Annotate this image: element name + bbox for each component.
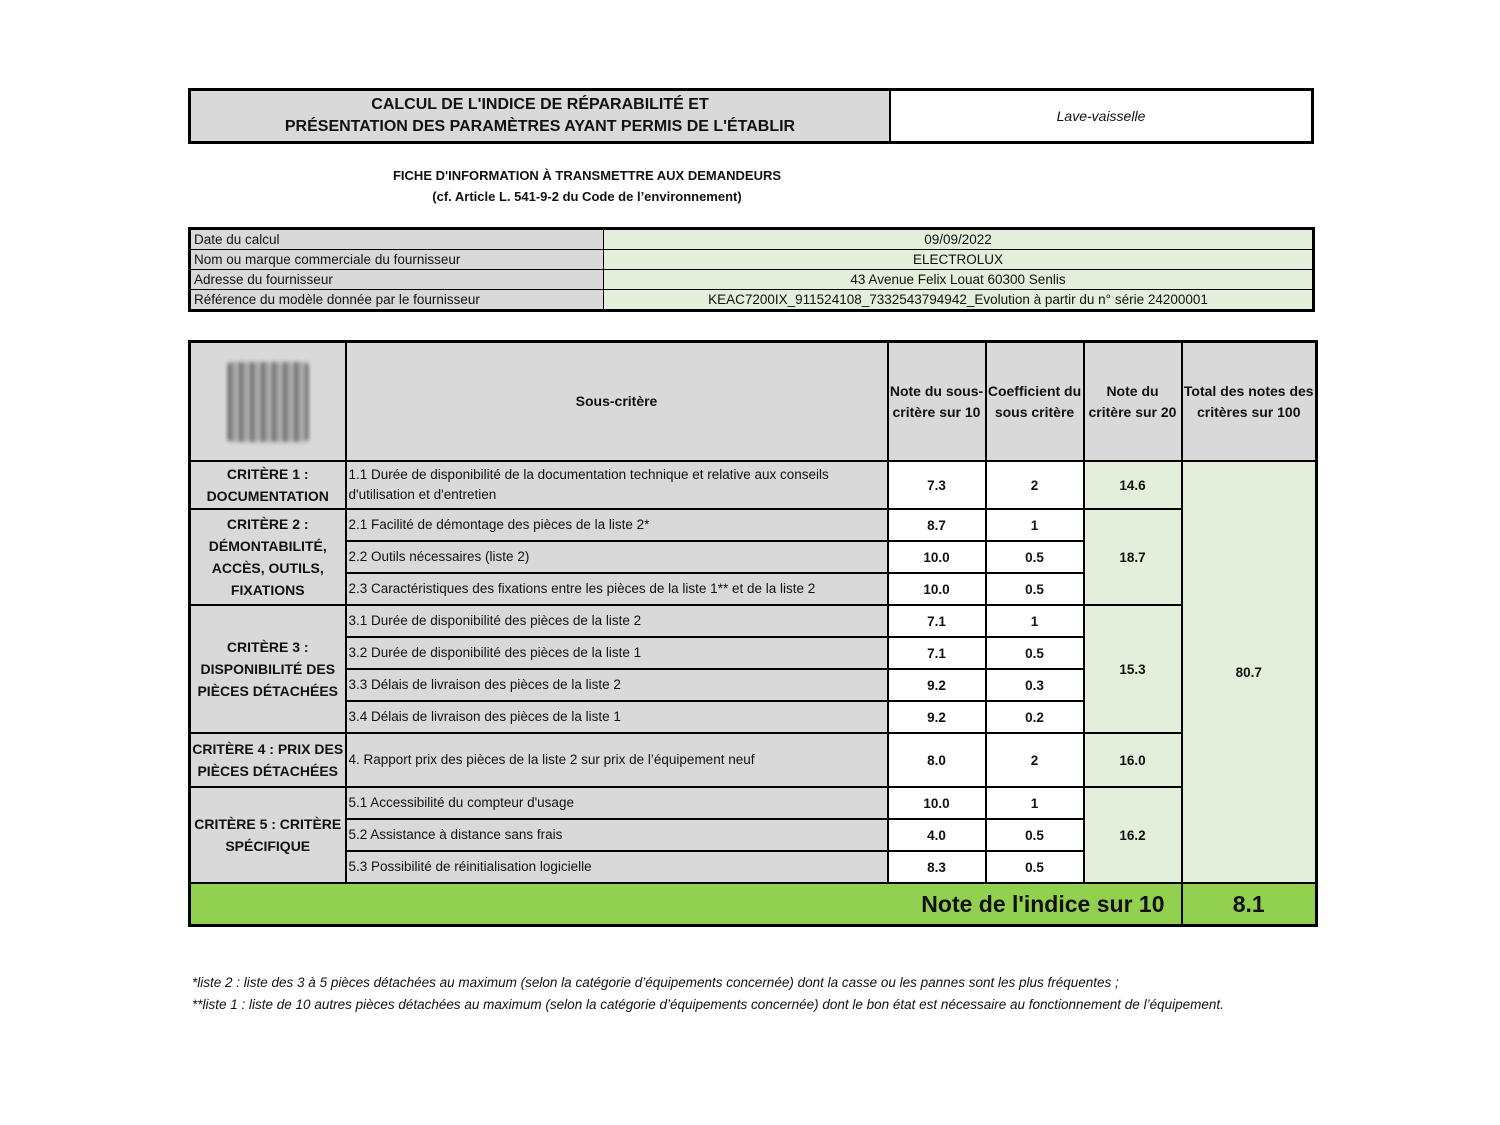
sub-criterion: 3.3 Délais de livraison des pièces de la liste 2	[346, 669, 888, 701]
header-critere	[190, 342, 346, 462]
sub-criterion: 2.1 Facilité de démontage des pièces de la liste 2*	[346, 509, 888, 541]
sub-criterion: 3.1 Durée de disponibilité des pièces de la liste 2	[346, 605, 888, 637]
sub-note: 9.2	[888, 701, 986, 733]
info-value: KEAC7200IX_911524108_7332543794942_Evolution à partir du n° série 24200001	[604, 290, 1314, 311]
sub-coef: 0.3	[986, 669, 1084, 701]
title-line-2: PRÉSENTATION DES PARAMÈTRES AYANT PERMIS DE L'ÉTABLIR	[284, 118, 796, 135]
criterion-score: 18.7	[1084, 509, 1182, 605]
info-label: Date du calcul	[190, 229, 604, 250]
sub-note: 10.0	[888, 541, 986, 573]
criterion-score: 15.3	[1084, 605, 1182, 733]
subtitle-line-1: FICHE D'INFORMATION À TRANSMETTRE AUX DEMANDEURS	[392, 168, 782, 183]
supplier-info-table	[188, 227, 1315, 312]
criterion-score: 14.6	[1084, 461, 1182, 509]
blurred-logo	[228, 362, 308, 442]
final-score-value: 8.1	[1182, 883, 1317, 926]
sub-note: 10.0	[888, 787, 986, 819]
info-label: Adresse du fournisseur	[190, 270, 604, 290]
title-line-1: CALCUL DE L'INDICE DE RÉPARABILITÉ ET	[371, 96, 709, 113]
header-total: Total des notes des critères sur 100	[1182, 342, 1317, 462]
sub-coef: 0.5	[986, 541, 1084, 573]
info-row	[190, 270, 1314, 290]
header-coefficient: Coefficient du sous critère	[986, 342, 1084, 462]
footnotes	[192, 972, 1292, 1016]
sub-note: 7.1	[888, 605, 986, 637]
sub-criterion: 2.3 Caractéristiques des fixations entre les pièces de la liste 1** et de la liste 2	[346, 573, 888, 605]
sub-coef: 0.5	[986, 573, 1084, 605]
criterion-name: CRITÈRE 3 : DISPONIBILITÉ DES PIÈCES DÉTACHÉES	[190, 605, 346, 733]
table-row	[190, 461, 1317, 509]
sub-note: 8.3	[888, 851, 986, 883]
sub-criterion: 2.2 Outils nécessaires (liste 2)	[346, 541, 888, 573]
sub-coef: 2	[986, 461, 1084, 509]
title-block	[188, 88, 1314, 144]
sub-criterion: 4. Rapport prix des pièces de la liste 2 sur prix de l’équipement neuf	[346, 733, 888, 787]
sub-coef: 0.5	[986, 851, 1084, 883]
repairability-table	[188, 340, 1318, 927]
footnote-liste-2: *liste 2 : liste des 3 à 5 pièces détachées au maximum (selon la catégorie d’équipements concernée) dont la casse ou les pannes sont les plus fréquentes ;	[192, 975, 1119, 990]
info-value: ELECTROLUX	[604, 250, 1314, 270]
sub-criterion: 3.4 Délais de livraison des pièces de la liste 1	[346, 701, 888, 733]
sub-note: 9.2	[888, 669, 986, 701]
criterion-name: CRITÈRE 2 : DÉMONTABILITÉ, ACCÈS, OUTILS, FIXATIONS	[190, 509, 346, 605]
final-score-row	[190, 883, 1317, 926]
table-row	[190, 509, 1317, 541]
criterion-score: 16.0	[1084, 733, 1182, 787]
sub-coef: 1	[986, 787, 1084, 819]
table-row	[190, 787, 1317, 819]
sub-criterion: 3.2 Durée de disponibilité des pièces de la liste 1	[346, 637, 888, 669]
sub-note: 7.1	[888, 637, 986, 669]
table-row	[190, 733, 1317, 787]
sub-note: 8.7	[888, 509, 986, 541]
sub-coef: 2	[986, 733, 1084, 787]
sub-criterion: 5.3 Possibilité de réinitialisation logicielle	[346, 851, 888, 883]
sub-coef: 0.5	[986, 637, 1084, 669]
info-row	[190, 250, 1314, 270]
sub-note: 7.3	[888, 461, 986, 509]
subtitle	[300, 165, 874, 207]
criterion-name: CRITÈRE 4 : PRIX DES PIÈCES DÉTACHÉES	[190, 733, 346, 787]
header-note-sous-critere: Note du sous-critère sur 10	[888, 342, 986, 462]
criterion-score: 16.2	[1084, 787, 1182, 883]
sub-coef: 1	[986, 509, 1084, 541]
header-row	[190, 342, 1317, 462]
sub-note: 10.0	[888, 573, 986, 605]
info-label: Nom ou marque commerciale du fournisseur	[190, 250, 604, 270]
sub-criterion: 5.1 Accessibilité du compteur d'usage	[346, 787, 888, 819]
info-row	[190, 229, 1314, 250]
sub-note: 8.0	[888, 733, 986, 787]
total-score: 80.7	[1182, 461, 1317, 883]
header-sous-critere: Sous-critère	[346, 342, 888, 462]
header-note-critere: Note du critère sur 20	[1084, 342, 1182, 462]
sub-coef: 0.2	[986, 701, 1084, 733]
info-value: 43 Avenue Felix Louat 60300 Senlis	[604, 270, 1314, 290]
info-label: Référence du modèle donnée par le fournisseur	[190, 290, 604, 311]
sub-criterion: 1.1 Durée de disponibilité de la documentation technique et relative aux conseils d'utilisation et d'entretien	[346, 461, 888, 509]
criterion-name: CRITÈRE 1 : DOCUMENTATION	[190, 461, 346, 509]
subtitle-line-2: (cf. Article L. 541-9-2 du Code de l’environnement)	[432, 189, 742, 204]
sub-criterion: 5.2 Assistance à distance sans frais	[346, 819, 888, 851]
final-score-label: Note de l'indice sur 10	[190, 883, 1182, 926]
product-type: Lave-vaisselle	[1056, 108, 1146, 124]
table-row	[190, 605, 1317, 637]
sub-coef: 0.5	[986, 819, 1084, 851]
info-value: 09/09/2022	[604, 229, 1314, 250]
footnote-liste-1: **liste 1 : liste de 10 autres pièces détachées au maximum (selon la catégorie d’équipements concernée) dont le bon état est nécessaire au fonctionnement de l’équipement.	[192, 997, 1224, 1012]
document-title	[191, 91, 891, 141]
sub-note: 4.0	[888, 819, 986, 851]
info-row	[190, 290, 1314, 311]
sub-coef: 1	[986, 605, 1084, 637]
criterion-name: CRITÈRE 5 : CRITÈRE SPÉCIFIQUE	[190, 787, 346, 883]
